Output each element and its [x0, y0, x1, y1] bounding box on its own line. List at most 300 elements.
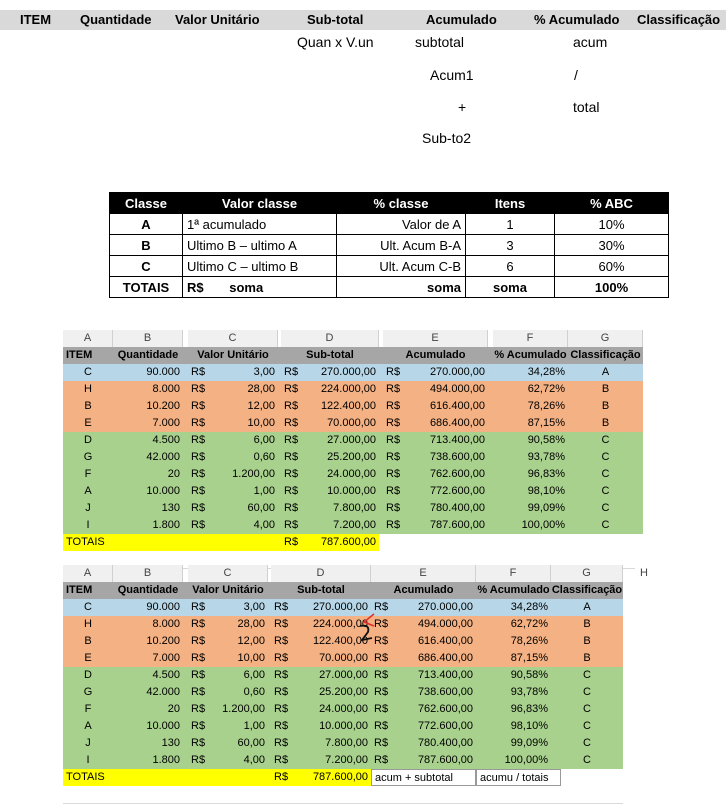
table-row: [63, 517, 643, 534]
currency-symbol: R$: [191, 669, 206, 681]
subtotal-cell: 24.000,00: [327, 468, 376, 480]
quantity-cell: 90.000: [146, 366, 180, 378]
currency-symbol: R$: [374, 601, 389, 613]
currency-symbol: R$: [274, 652, 289, 664]
currency-symbol: R$: [191, 703, 206, 715]
class-abc-cell: 10%: [555, 214, 669, 235]
column-letter-f: F: [493, 330, 568, 347]
top-header-pct-acumulado: % Acumulado: [534, 12, 620, 27]
table-row: [63, 398, 643, 415]
unit-price-cell: 28,00: [247, 383, 275, 395]
quantity-cell: 7.000: [152, 652, 180, 664]
accumulated-cell: 270.000,00: [429, 366, 485, 378]
item-cell: E: [84, 417, 92, 429]
column-letter-d: D: [271, 565, 371, 582]
totals-pct-cell: soma: [337, 277, 466, 298]
top-header-item: ITEM: [20, 12, 52, 27]
item-cell: H: [84, 383, 92, 395]
currency-symbol: R$: [274, 635, 289, 647]
class-table-header-row: [110, 193, 669, 214]
subtotal-cell: 25.200,00: [327, 451, 376, 463]
table-row: [63, 415, 643, 432]
classification-cell: C: [583, 669, 591, 681]
currency-symbol: R$: [386, 383, 401, 395]
accumulated-cell: 494.000,00: [417, 618, 473, 630]
sheet-header-cell: ITEM: [66, 584, 93, 596]
accumulated-cell: 738.600,00: [429, 451, 485, 463]
class-abc-cell: 60%: [555, 256, 669, 277]
currency-symbol: R$: [386, 434, 401, 446]
class-value-cell: Ultimo B – ultimo A: [183, 235, 337, 256]
currency-symbol: R$: [274, 686, 289, 698]
currency-symbol: R$: [191, 400, 206, 412]
item-cell: J: [85, 502, 91, 514]
unit-price-cell: 4,00: [243, 754, 265, 766]
pct-accumulated-cell: 90,58%: [527, 434, 565, 446]
class-abc-cell: 30%: [555, 235, 669, 256]
table-row: [63, 616, 623, 633]
currency-symbol: R$: [274, 669, 289, 681]
spreadsheet-bottom: [63, 565, 663, 785]
item-cell: D: [84, 669, 92, 681]
unit-price-cell: 6,00: [253, 434, 275, 446]
currency-symbol: R$: [274, 720, 289, 732]
currency-symbol: R$: [274, 703, 289, 715]
subtotal-cell: 10.000,00: [327, 485, 376, 497]
column-letter-a: A: [63, 330, 113, 347]
quantity-cell: 1.800: [152, 519, 180, 531]
subtotal-cell: 224.000,00: [320, 383, 376, 395]
currency-symbol: R$: [374, 618, 389, 630]
currency-symbol: R$: [386, 400, 401, 412]
table-row: [63, 633, 623, 650]
totals-label: TOTAIS: [63, 769, 271, 786]
currency-symbol: R$: [274, 618, 289, 630]
subtotal-cell: 24.000,00: [319, 703, 368, 715]
pct-accumulated-cell: 34,28%: [527, 366, 565, 378]
subtotal-cell: 7.800,00: [325, 737, 368, 749]
totals-abc-cell: 100%: [555, 277, 669, 298]
totals-items-cell: soma: [466, 277, 555, 298]
class-items-cell: 1: [466, 214, 555, 235]
currency-symbol: R$: [284, 383, 299, 395]
class-table-header: Itens: [466, 193, 555, 214]
sheet-header-cell: Acumulado: [405, 349, 466, 361]
unit-price-cell: 12,00: [247, 400, 275, 412]
column-letter-g: G: [568, 330, 643, 347]
sheet-header-cell: Valor Unitário: [197, 349, 269, 361]
unit-price-cell: 1,00: [253, 485, 275, 497]
item-cell: E: [84, 652, 92, 664]
accumulated-cell: 616.400,00: [417, 635, 473, 647]
currency-symbol: R$: [374, 686, 389, 698]
class-table-row: [110, 214, 669, 235]
classification-cell: A: [601, 366, 610, 378]
currency-symbol: R$: [281, 534, 311, 551]
totals-label: TOTAIS: [110, 277, 183, 298]
accumulated-cell: 762.600,00: [417, 703, 473, 715]
item-cell: C: [84, 366, 92, 378]
sheet-header-cell: % Acumulado: [477, 584, 550, 596]
sheet-header-cell: Sub-total: [306, 349, 354, 361]
pct-accumulated-cell: 34,28%: [510, 601, 548, 613]
classification-cell: C: [601, 451, 610, 463]
currency-symbol: R$: [191, 383, 206, 395]
table-row: [63, 432, 643, 449]
annotation-acum: acum + subtotal: [371, 769, 476, 786]
subtotal-cell: 224.000,00: [312, 618, 368, 630]
note-pct-line3: total: [573, 99, 600, 115]
classification-cell: C: [601, 468, 610, 480]
currency-symbol: R$: [386, 519, 401, 531]
totals-currency: R$: [187, 279, 204, 295]
quantity-cell: 130: [161, 737, 180, 749]
totals-subtotal: 787.600,00: [309, 534, 379, 551]
pct-accumulated-cell: 62,72%: [527, 383, 565, 395]
unit-price-cell: 28,00: [237, 618, 265, 630]
subtotal-cell: 7.800,00: [333, 502, 376, 514]
subtotal-cell: 270.000,00: [312, 601, 368, 613]
currency-symbol: R$: [191, 618, 206, 630]
abc-class-table: [109, 192, 669, 298]
sheet-header-row: [63, 347, 643, 364]
column-letter-b: B: [113, 565, 183, 582]
classification-cell: B: [583, 635, 591, 647]
sheet-header-cell: ITEM: [66, 349, 93, 361]
spreadsheet-top: [63, 330, 643, 550]
item-cell: F: [84, 468, 92, 480]
currency-symbol: R$: [374, 669, 389, 681]
column-letter-e: E: [383, 330, 488, 347]
classification-cell: C: [601, 434, 610, 446]
currency-symbol: R$: [191, 502, 206, 514]
table-row: [63, 483, 643, 500]
class-value-cell: 1ª acumulado: [183, 214, 337, 235]
class-table-row: [110, 235, 669, 256]
quantity-cell: 42.000: [146, 451, 180, 463]
subtotal-cell: 70.000,00: [327, 417, 376, 429]
currency-symbol: R$: [386, 451, 401, 463]
pct-accumulated-cell: 87,15%: [510, 652, 548, 664]
classification-cell: C: [583, 737, 591, 749]
item-cell: J: [85, 737, 91, 749]
note-acum-line1: subtotal: [415, 34, 465, 50]
currency-symbol: R$: [374, 652, 389, 664]
sheet-header-cell: Quantidade: [117, 584, 179, 596]
classification-cell: C: [583, 720, 591, 732]
class-table-row: [110, 256, 669, 277]
subtotal-cell: 27.000,00: [319, 669, 368, 681]
totals-label: TOTAIS: [63, 534, 281, 551]
currency-symbol: R$: [284, 519, 299, 531]
pct-accumulated-cell: 98,10%: [510, 720, 548, 732]
sheet-header-cell: Valor Unitário: [192, 584, 264, 596]
class-cell: A: [110, 214, 183, 235]
currency-symbol: R$: [191, 601, 206, 613]
class-pct-cell: Ult. Acum B-A: [337, 235, 466, 256]
unit-price-cell: 10,00: [237, 652, 265, 664]
sheet-header-cell: Quantidade: [117, 349, 179, 361]
currency-symbol: R$: [191, 519, 206, 531]
class-items-cell: 3: [466, 235, 555, 256]
quantity-cell: 1.800: [152, 754, 180, 766]
black-annotation-mark: [356, 622, 380, 644]
sheet-header-cell: Acumulado: [393, 584, 454, 596]
currency-symbol: R$: [271, 769, 301, 786]
class-items-cell: 6: [466, 256, 555, 277]
column-letter-e: E: [371, 565, 476, 582]
column-letter-f: F: [476, 565, 551, 582]
quantity-cell: 20: [167, 703, 180, 715]
subtotal-cell: 122.400,00: [312, 635, 368, 647]
currency-symbol: R$: [191, 720, 206, 732]
sheet-header-cell: Sub-total: [297, 584, 345, 596]
column-letter-h: H: [635, 565, 653, 582]
quantity-cell: 4.500: [152, 669, 180, 681]
class-pct-cell: Ult. Acum C-B: [337, 256, 466, 277]
pct-accumulated-cell: 87,15%: [527, 417, 565, 429]
unit-price-cell: 0,60: [243, 686, 265, 698]
class-pct-cell: Valor de A: [337, 214, 466, 235]
quantity-cell: 7.000: [152, 417, 180, 429]
column-letter-a: A: [63, 565, 113, 582]
item-cell: G: [83, 451, 93, 463]
totals-soma: soma: [229, 279, 264, 295]
subtotal-cell: 270.000,00: [320, 366, 376, 378]
classification-cell: B: [583, 618, 591, 630]
table-row: [63, 599, 623, 616]
classification-cell: B: [601, 417, 610, 429]
quantity-cell: 4.500: [152, 434, 180, 446]
table-row: [63, 449, 643, 466]
currency-symbol: R$: [274, 737, 289, 749]
pct-accumulated-cell: 100,00%: [504, 754, 548, 766]
currency-symbol: R$: [191, 485, 206, 497]
classification-cell: C: [601, 519, 610, 531]
classification-cell: C: [583, 754, 591, 766]
accumulated-cell: 772.600,00: [417, 720, 473, 732]
quantity-cell: 10.200: [146, 635, 180, 647]
pct-accumulated-cell: 93,78%: [527, 451, 565, 463]
table-row: [63, 466, 643, 483]
currency-symbol: R$: [284, 417, 299, 429]
unit-price-cell: 1.200,00: [232, 468, 275, 480]
currency-symbol: R$: [284, 434, 299, 446]
quantity-cell: 10.000: [146, 485, 180, 497]
currency-symbol: R$: [284, 502, 299, 514]
item-cell: F: [84, 703, 92, 715]
currency-symbol: R$: [374, 635, 389, 647]
item-cell: A: [84, 485, 92, 497]
pct-accumulated-cell: 90,58%: [510, 669, 548, 681]
currency-symbol: R$: [191, 737, 206, 749]
unit-price-cell: 1,00: [243, 720, 265, 732]
subtotal-cell: 7.200,00: [333, 519, 376, 531]
pct-accumulated-cell: 99,09%: [527, 502, 565, 514]
accumulated-cell: 713.400,00: [417, 669, 473, 681]
top-header-classificacao: Classificação: [637, 12, 721, 27]
currency-symbol: R$: [386, 468, 401, 480]
quantity-cell: 90.000: [146, 601, 180, 613]
quantity-cell: 8.000: [152, 383, 180, 395]
unit-price-cell: 3,00: [253, 366, 275, 378]
currency-symbol: R$: [284, 366, 299, 378]
accumulated-cell: 780.400,00: [417, 737, 473, 749]
item-cell: I: [86, 754, 90, 766]
unit-price-cell: 0,60: [253, 451, 275, 463]
subtotal-cell: 70.000,00: [319, 652, 368, 664]
item-cell: D: [84, 434, 92, 446]
column-letter-d: D: [281, 330, 379, 347]
column-letter-c: C: [188, 565, 268, 582]
class-table-header: Valor classe: [183, 193, 337, 214]
currency-symbol: R$: [284, 468, 299, 480]
pct-accumulated-cell: 96,83%: [510, 703, 548, 715]
unit-price-cell: 3,00: [243, 601, 265, 613]
accumulated-cell: 270.000,00: [417, 601, 473, 613]
sheet-header-cell: % Acumulado: [494, 349, 567, 361]
class-cell: B: [110, 235, 183, 256]
classification-cell: C: [601, 502, 610, 514]
currency-symbol: R$: [284, 451, 299, 463]
currency-symbol: R$: [284, 485, 299, 497]
quantity-cell: 130: [161, 502, 180, 514]
sheet-header-cell: Classificação: [551, 584, 623, 596]
pct-accumulated-cell: 98,10%: [527, 485, 565, 497]
top-header-valor-unitario: Valor Unitário: [175, 12, 260, 27]
item-cell: C: [84, 601, 92, 613]
class-table-header: % ABC: [555, 193, 669, 214]
table-row: [63, 381, 643, 398]
item-cell: B: [84, 400, 92, 412]
currency-symbol: R$: [191, 468, 206, 480]
classification-cell: B: [583, 652, 591, 664]
table-row: [63, 650, 623, 667]
subtotal-cell: 10.000,00: [319, 720, 368, 732]
accumulated-cell: 762.600,00: [429, 468, 485, 480]
class-value-cell: Ultimo C – ultimo B: [183, 256, 337, 277]
currency-symbol: R$: [284, 400, 299, 412]
top-header-acumulado: Acumulado: [426, 12, 497, 27]
table-row: [63, 735, 623, 752]
currency-symbol: R$: [386, 417, 401, 429]
unit-price-cell: 6,00: [243, 669, 265, 681]
currency-symbol: R$: [191, 434, 206, 446]
class-table-totals-row: [110, 277, 669, 298]
pct-accumulated-cell: 78,26%: [510, 635, 548, 647]
table-row: [63, 364, 643, 381]
accumulated-cell: 616.400,00: [429, 400, 485, 412]
currency-symbol: R$: [191, 417, 206, 429]
currency-symbol: R$: [191, 451, 206, 463]
currency-symbol: R$: [191, 754, 206, 766]
classification-cell: B: [601, 383, 610, 395]
quantity-cell: 10.000: [146, 720, 180, 732]
sheet-header-row: [63, 582, 623, 599]
accumulated-cell: 772.600,00: [429, 485, 485, 497]
currency-symbol: R$: [191, 652, 206, 664]
currency-symbol: R$: [374, 720, 389, 732]
table-row: [63, 718, 623, 735]
note-pct-line1: acum: [573, 34, 608, 50]
currency-symbol: R$: [191, 366, 206, 378]
table-row: [63, 701, 623, 718]
column-letter-c: C: [188, 330, 278, 347]
classification-cell: C: [601, 485, 610, 497]
table-row: [63, 500, 643, 517]
table-row: [63, 667, 623, 684]
unit-price-cell: 60,00: [247, 502, 275, 514]
classification-cell: C: [583, 703, 591, 715]
note-subtotal-formula: Quan x V.un: [297, 34, 374, 50]
currency-symbol: R$: [374, 754, 389, 766]
subtotal-cell: 122.400,00: [320, 400, 376, 412]
class-cell: C: [110, 256, 183, 277]
pct-accumulated-cell: 96,83%: [527, 468, 565, 480]
totals-row: [63, 769, 623, 786]
unit-price-cell: 60,00: [237, 737, 265, 749]
unit-price-cell: 1.200,00: [222, 703, 265, 715]
pct-accumulated-cell: 100,00%: [521, 519, 565, 531]
accumulated-cell: 780.400,00: [429, 502, 485, 514]
pct-accumulated-cell: 62,72%: [510, 618, 548, 630]
note-acum-line3: +: [458, 99, 467, 115]
accumulated-cell: 713.400,00: [429, 434, 485, 446]
accumulated-cell: 738.600,00: [417, 686, 473, 698]
accumulated-cell: 494.000,00: [429, 383, 485, 395]
classification-cell: B: [601, 400, 610, 412]
note-acum-line4: Sub-to2: [422, 130, 472, 146]
item-cell: I: [86, 519, 90, 531]
subtotal-cell: 25.200,00: [319, 686, 368, 698]
item-cell: A: [84, 720, 92, 732]
column-letter-g: G: [551, 565, 623, 582]
note-acum-line2: Acum1: [430, 67, 474, 83]
item-cell: H: [84, 618, 92, 630]
currency-symbol: R$: [191, 635, 206, 647]
quantity-cell: 8.000: [152, 618, 180, 630]
unit-price-cell: 4,00: [253, 519, 275, 531]
currency-symbol: R$: [374, 703, 389, 715]
quantity-cell: 10.200: [146, 400, 180, 412]
top-header-subtotal: Sub-total: [307, 12, 364, 27]
class-table-header: % classe: [337, 193, 466, 214]
unit-price-cell: 10,00: [247, 417, 275, 429]
classification-cell: A: [583, 601, 591, 613]
currency-symbol: R$: [386, 366, 401, 378]
currency-symbol: R$: [274, 754, 289, 766]
quantity-cell: 42.000: [146, 686, 180, 698]
accumulated-cell: 787.600,00: [417, 754, 473, 766]
classification-cell: C: [583, 686, 591, 698]
table-row: [63, 752, 623, 769]
column-letter-b: B: [113, 330, 183, 347]
pct-accumulated-cell: 78,26%: [527, 400, 565, 412]
sheet-header-cell: Classificação: [570, 349, 641, 361]
currency-symbol: R$: [191, 686, 206, 698]
currency-symbol: R$: [374, 737, 389, 749]
pct-accumulated-cell: 93,78%: [510, 686, 548, 698]
quantity-cell: 20: [167, 468, 180, 480]
subtotal-cell: 7.200,00: [325, 754, 368, 766]
accumulated-cell: 787.600,00: [429, 519, 485, 531]
annotation-pct: acumu / totais: [476, 769, 561, 786]
currency-symbol: R$: [386, 502, 401, 514]
totals-value-cell: [183, 277, 337, 298]
currency-symbol: R$: [386, 485, 401, 497]
accumulated-cell: 686.400,00: [417, 652, 473, 664]
note-pct-line2: /: [574, 67, 578, 83]
